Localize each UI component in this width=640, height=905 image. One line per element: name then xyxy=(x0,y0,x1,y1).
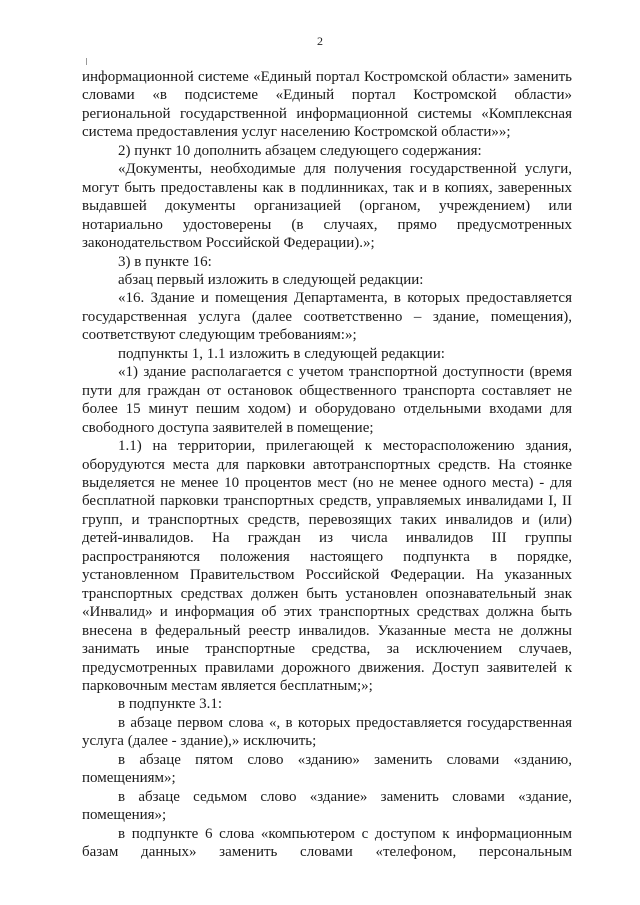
paragraph: в подпункте 3.1: xyxy=(118,696,223,713)
page-number: 2 xyxy=(317,34,323,48)
paragraph: «1) здание располагается с учетом транспортной доступности (время пути для граждан от остановок общественного транспорта составляет не более 15 минут пешим ходом) и оборудовано отдельными входами для свободного доступа заявителей в помещение; xyxy=(82,364,572,436)
paragraph: 2) пункт 10 дополнить абзацем следующего содержания: xyxy=(118,142,482,159)
paragraph: 1.1) на территории, прилегающей к месторасположению здания, оборудуются места для парковки автотранспортных средств. На стоянке выделяется не менее 10 процентов мест (но не менее одного места) - для бесплатной парковки транспортных средств, управляемых инвалидами I, II групп, и транспортных средств, перевозящих таких инвалидов и (или) детей-инвалидов. На граждан из числа инвалидов III группы распространяются положения настоящего подпункта в порядке, установленном Правительством Российской Федерации. На указанных транспортных средствах должен быть установлен опознавательный знак «Инвалид» и информация об этих транспортных средствах должна быть внесена в федеральный реестр инвалидов. Указанные места не должны занимать иные транспортные средства, за исключением случаев, предусмотренных правилами дорожного движения. Доступ заявителей к парковочным местам является бесплатным;»; xyxy=(82,438,572,694)
paragraph: абзац первый изложить в следующей редакции: xyxy=(118,271,424,288)
paragraph: информационной системе «Единый портал Костромской области» заменить словами «в подсистеме «Единый портал Костромской области» региональной государственной информационной системы «Комплексная система предоставления услуг населению Костромской области»»; xyxy=(82,69,572,141)
paragraph: 3) в пункте 16: xyxy=(118,253,212,270)
paragraph: «Документы, необходимые для получения государственной услуги, могут быть предоставлены как в подлинниках, так и в копиях, заверенных выдавшей документы организацией (органом, учреждением) или нотариально удостоверены (в случаях, прямо предусмотренных законодательством Российской Федерации).»; xyxy=(82,161,572,252)
scan-mark xyxy=(86,58,87,65)
paragraph: «16. Здание и помещения Департамента, в которых предоставляется государственная услуга (далее соответственно – здание, помещения), соответствуют следующим требованиям:»; xyxy=(82,290,572,344)
paragraph: в абзаце седьмом слово «здание» заменить словами «здание, помещения»; xyxy=(82,788,572,824)
paragraph: в абзаце первом слова «, в которых предоставляется государственная услуга (далее - здание),» исключить; xyxy=(82,714,572,750)
paragraph: в абзаце пятом слово «зданию» заменить словами «зданию, помещениям»; xyxy=(82,751,572,787)
paragraph: подпункты 1, 1.1 изложить в следующей редакции: xyxy=(118,345,445,362)
document-body xyxy=(82,68,572,861)
paragraph: в подпункте 6 слова «компьютером с доступом к информационным базам данных» заменить словами «телефоном, персональным xyxy=(82,825,572,861)
